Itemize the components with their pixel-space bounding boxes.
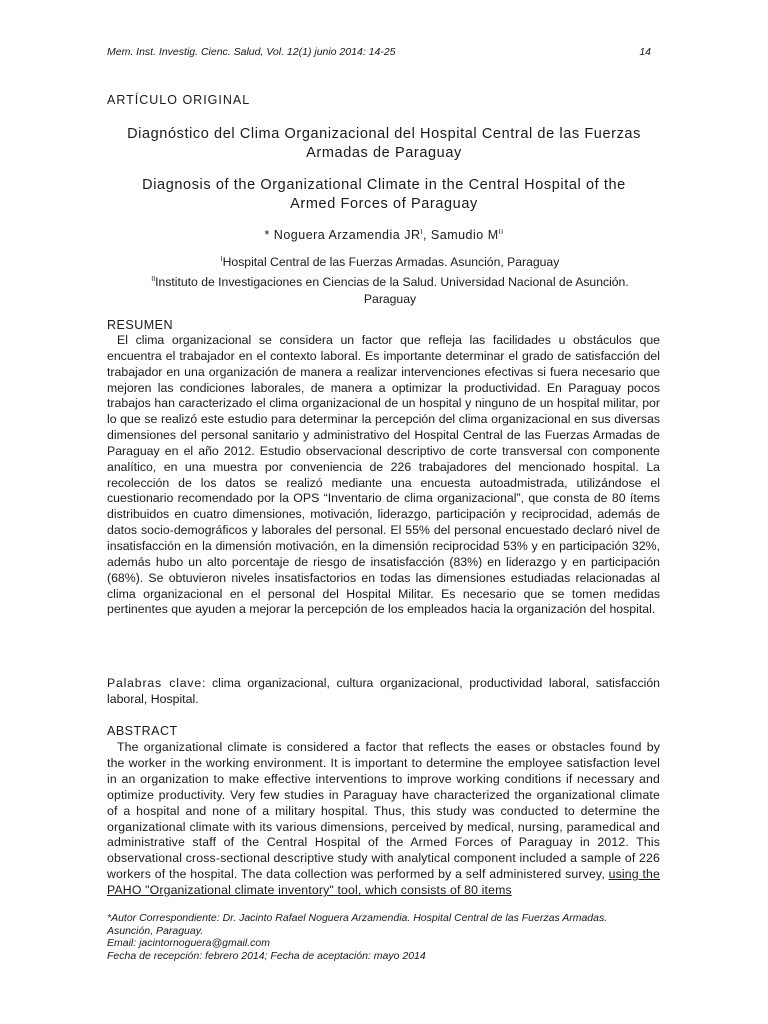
affiliations xyxy=(107,251,673,308)
abstract-heading: ABSTRACT xyxy=(107,724,178,738)
affiliation-2-mark: II xyxy=(151,276,156,284)
title-english xyxy=(107,176,661,214)
author-list xyxy=(107,228,661,242)
affiliation-1-text: Hospital Central de las Fuerzas Armadas. Asunción, Paraguay xyxy=(222,255,560,270)
title-spanish xyxy=(107,125,661,163)
footnote-line-dates: Fecha de recepción: febrero 2014; Fecha de aceptación: mayo 2014 xyxy=(107,949,426,962)
author-1: * Noguera Arzamendia JR xyxy=(264,228,421,242)
article-type-label: ARTÍCULO ORIGINAL xyxy=(107,93,251,107)
author-1-affil-mark: I xyxy=(420,228,423,236)
resumen-paragraph: El clima organizacional se considera un factor que refleja las facilidades u obstáculos que encuentra el trabajador en el contexto laboral. Es importante determinar el grado de satisfacción del trabajador en una organización de manera a realizar intervenciones efectivas si fuera necesario que mejoren las condiciones laborales, de manera a optimizar la productividad. En Paraguay pocos trabajos han caracterizado el clima organizacional de un hospital y ninguno de un hospital militar, por lo que se realizó este estudio para determinar la percepción del clima organizacional en sus diversas dimensiones del personal sanitario y administrativo del Hospital Central de las Fuerzas Armadas de Paraguay en el año 2012. Estudio observacional descriptivo de corte transversal con componente analítico, en una muestra por conveniencia de 226 trabajadores del mencionado hospital. La recolección de los datos se realizó mediante una encuesta autoadmistrada, utilizándose el cuestionario recomendado por la OPS “Inventario de clima organizacional”, que consta de 80 ítems distribuidos en cuatro dimensiones, motivación, liderazgo, participación y reciprocidad, además de datos socio-demográficos y laborales del personal. El 55% del personal encuestado declaró nivel de insatisfacción en la dimensión motivación, en la dimensión reciprocidad 53% y en participación 32%, además hubo un alto porcentaje de riesgo de insatisfacción (83%) en liderazgo y en participación (68%). Se obtuvieron niveles insatisfactorios en todas las dimensiones estudiadas relacionadas al clima organizacional en el personal del Hospital Militar. Es necesario que se tomen medidas pertinentes que ayuden a mejorar la percepción de los empleados hacia la organización del hospital. xyxy=(107,333,660,617)
journal-citation: Mem. Inst. Investig. Cienc. Salud, Vol. 12(1) junio 2014: 14-25 xyxy=(107,46,396,58)
keywords-label: Palabras clave xyxy=(107,676,202,690)
author-2-affil-mark: II xyxy=(498,228,504,236)
footnote-line-email: Email: jacintornoguera@gmail.com xyxy=(107,937,270,950)
keywords xyxy=(107,675,660,707)
footnote-line-author: *Autor Correspondiente: Dr. Jacinto Rafael Noguera Arzamendia. Hospital Central de las Fuerzas Armadas. xyxy=(107,912,608,924)
affiliation-2 xyxy=(107,271,673,291)
abstract-paragraph xyxy=(107,740,660,899)
affiliation-1-mark: I xyxy=(220,256,223,263)
title-english-line2: Armed Forces of Paraguay xyxy=(290,196,478,212)
affiliation-2-text: Instituto de Investigaciones en Ciencias de la Salud. Universidad Nacional de Asunción. xyxy=(155,275,629,290)
title-spanish-line1: Diagnóstico del Clima Organizacional del Hospital Central de las Fuerzas xyxy=(127,126,641,142)
abstract-text-underlined: using the PAHO "Organizational climate inventory" tool, which consists of 80 items xyxy=(107,867,660,898)
running-head xyxy=(107,46,651,58)
affiliation-1 xyxy=(107,251,673,271)
footnote-line-location: Asunción, Paraguay. xyxy=(107,924,204,937)
affiliation-2-country: Paraguay xyxy=(363,292,417,307)
title-english-line1: Diagnosis of the Organizational Climate in the Central Hospital of the xyxy=(142,177,626,193)
title-spanish-line2: Armadas de Paraguay xyxy=(306,145,462,161)
resumen-heading: RESUMEN xyxy=(107,318,174,332)
corresponding-author-footnote xyxy=(107,912,677,962)
author-2: , Samudio M xyxy=(422,228,499,242)
keywords-text: : clima organizacional, cultura organizacional, productividad laboral, satisfacción laboral, Hospital. xyxy=(107,676,661,706)
page-number: 14 xyxy=(639,46,651,58)
abstract-text-main: The organizational climate is considered a factor that reflects the eases or obstacles found by the worker in the working environment. It is important to determine the employee satisfaction level in an organization to make effective interventions to improve working conditions if necessary and optimize productivity. Very few studies in Paraguay have characterized the organizational climate of a hospital and none of a military hospital. Thus, this study was conducted to determine the organizational climate with its various dimensions, perceived by medical, nursing, paramedical and administrative staff of the Central Hospital of the Armed Forces of Paraguay in 2012. This observational cross-sectional descriptive study with analytical component included a sample of 226 workers of the hospital. The data collection was performed by a self administered survey, xyxy=(107,740,660,882)
